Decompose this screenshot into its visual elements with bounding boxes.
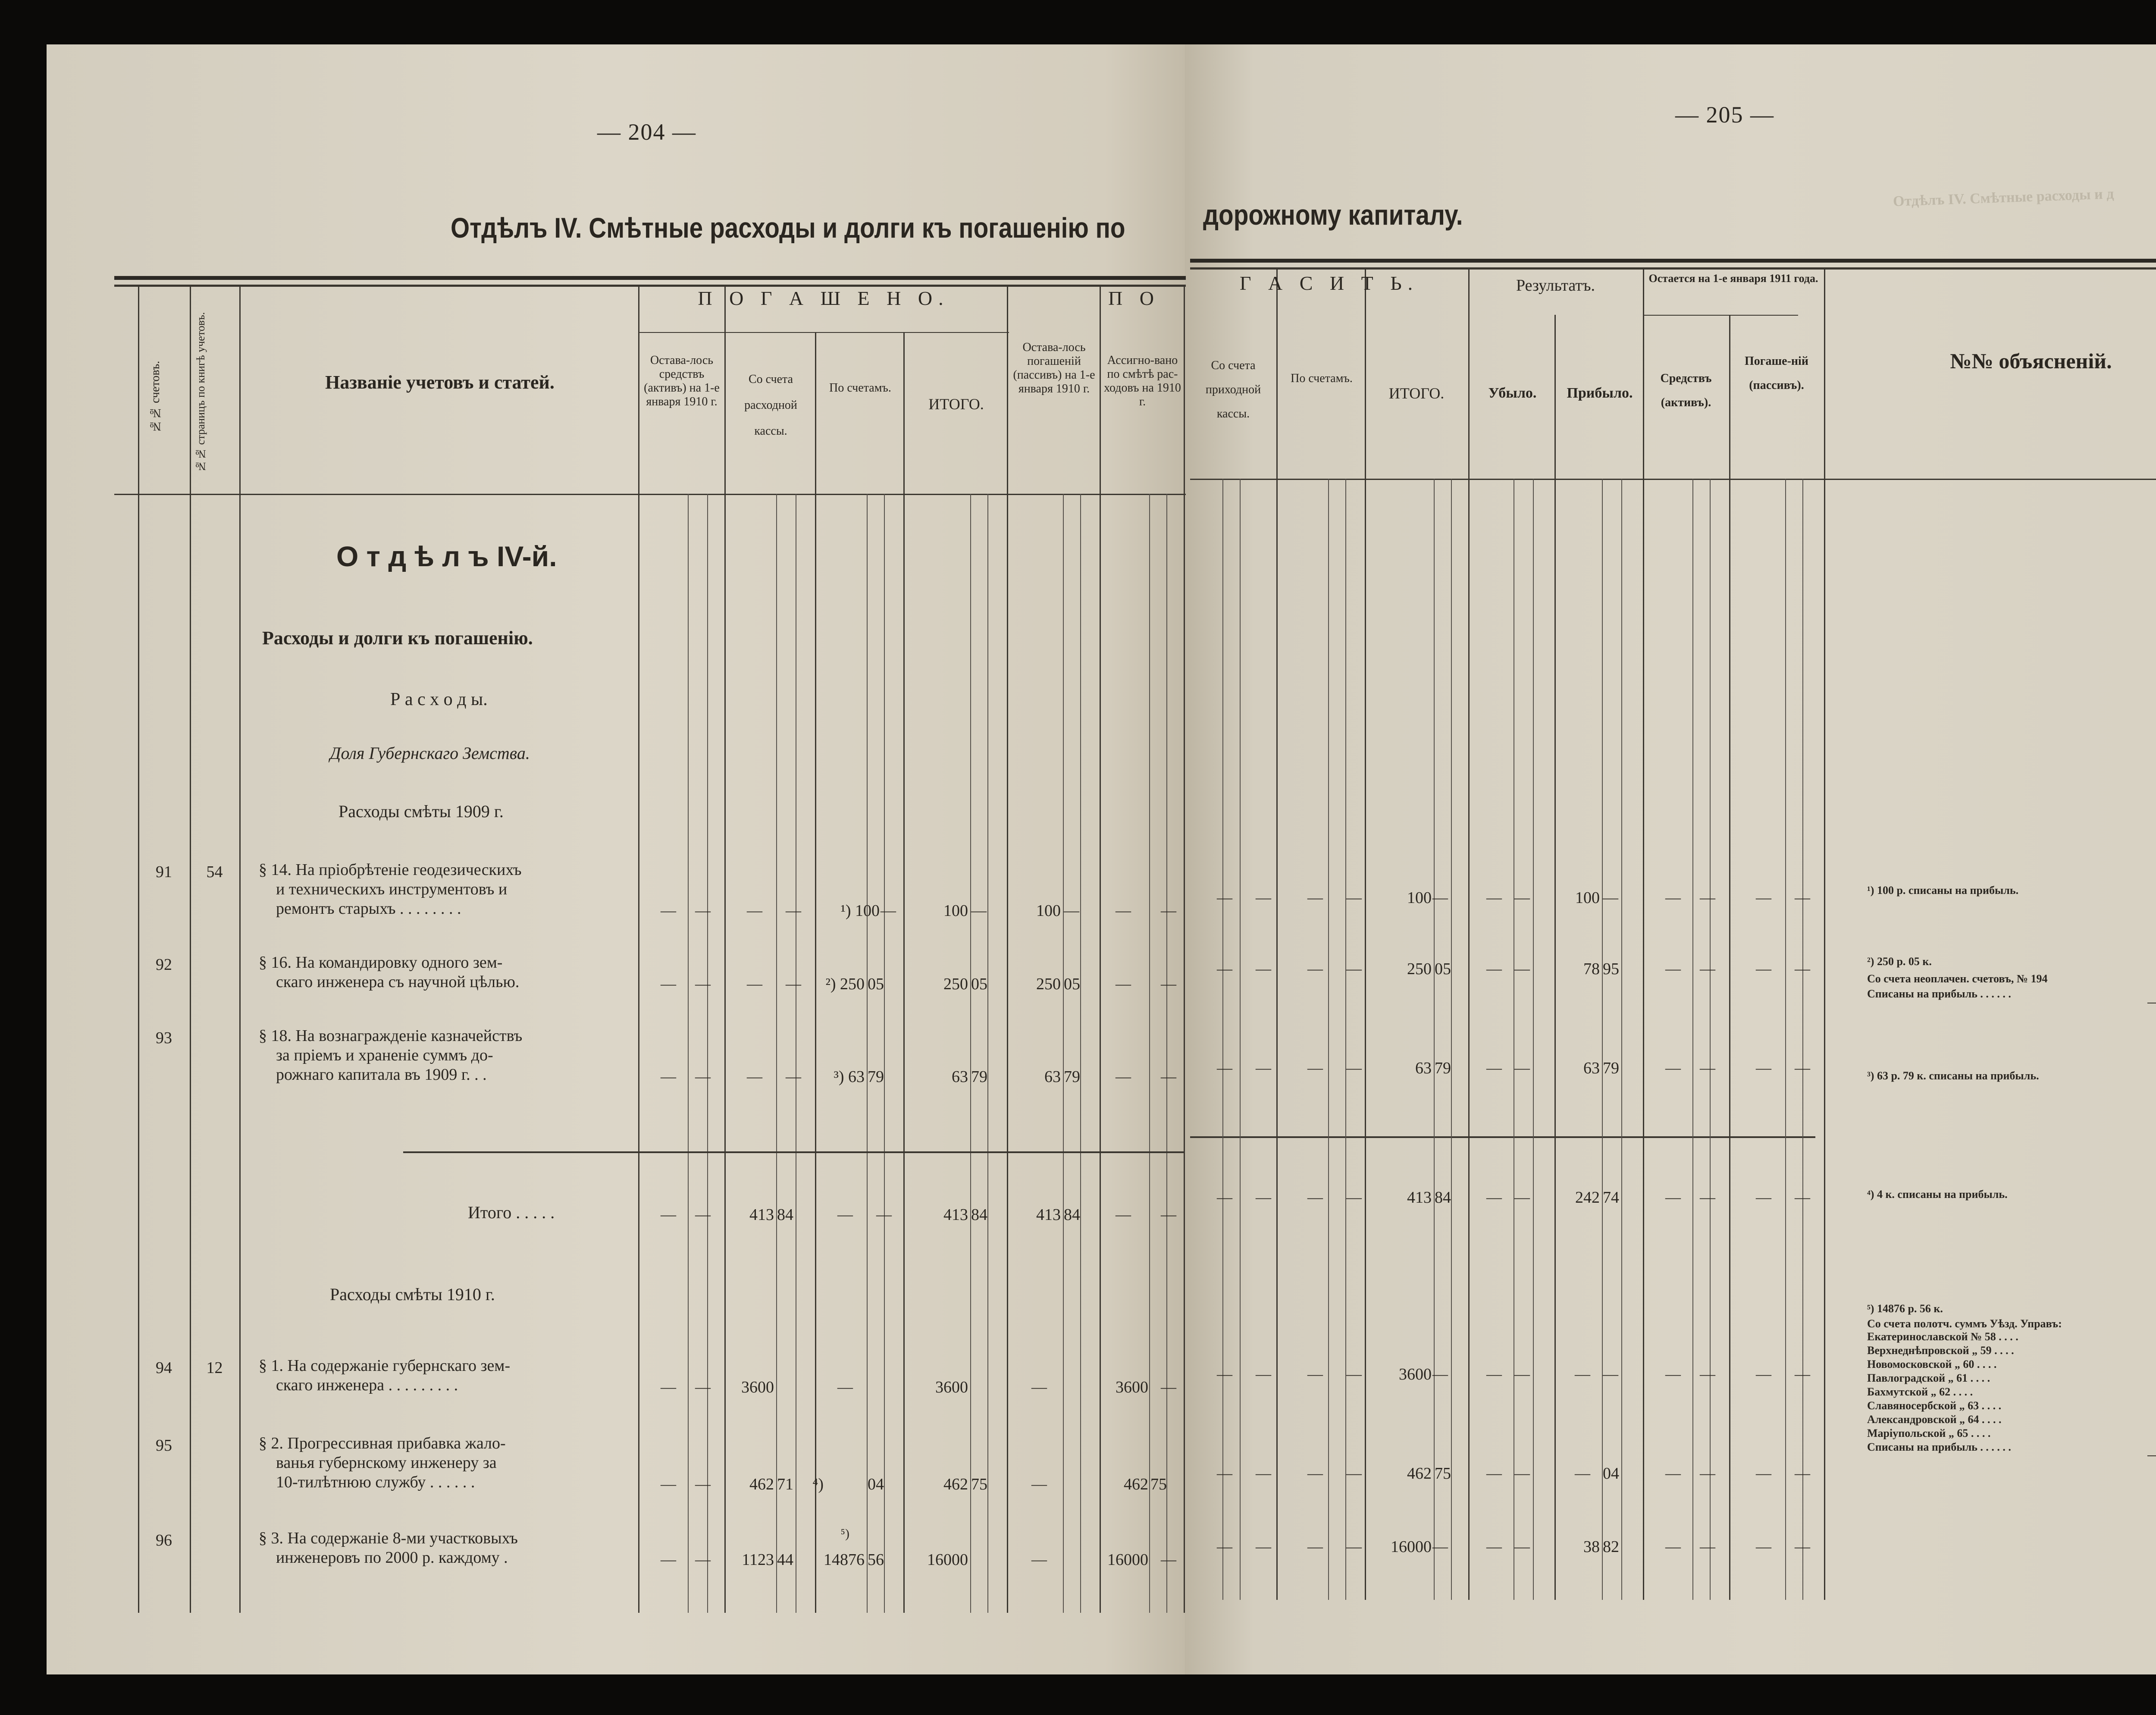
- dash: —: [1256, 1365, 1271, 1383]
- dash: —: [1665, 960, 1681, 977]
- row-number: 91: [156, 863, 172, 881]
- dash: —: [1486, 1464, 1502, 1482]
- section-subheading: Расходы и долги къ погашенію.: [262, 627, 533, 649]
- dash: —: [1256, 1464, 1271, 1482]
- dash: —: [1346, 1188, 1362, 1206]
- header-so-scheta-prihodnoy: Со счета приходной кассы.: [1205, 359, 1261, 420]
- cell-po-schetam: 14876: [824, 1551, 865, 1569]
- dash: —: [1217, 1059, 1232, 1076]
- dash: —: [786, 1068, 801, 1085]
- note-5-item: Александровской „ 64 . . . .: [1867, 1413, 2002, 1426]
- dash: —: [1514, 960, 1530, 977]
- cell-kop: 79: [868, 1068, 884, 1086]
- dash: —: [1795, 1464, 1810, 1482]
- note-5-item: Списаны на прибыль . . . . . .: [1867, 1441, 2011, 1453]
- dash: —: [695, 902, 711, 919]
- cell-passiv: 413: [1036, 1206, 1061, 1224]
- cell-kop: 75: [1435, 1464, 1451, 1483]
- note-5-item: Верхнеднѣпровской „ 59 . . . .: [1867, 1344, 2014, 1357]
- row-label: § 1. На содержаніе губернскаго зем-: [259, 1357, 511, 1375]
- dash: —: [661, 1378, 676, 1395]
- row-number: 96: [156, 1531, 172, 1549]
- cell-itogo: 462: [943, 1475, 968, 1493]
- note-2-line: Со счета неоплачен. счетовъ, № 194: [1867, 972, 2048, 985]
- dash: —: [1575, 1365, 1590, 1383]
- cell-itogo: 250: [943, 975, 968, 993]
- dash: —: [1700, 1538, 1715, 1555]
- cell-pribylo: 63: [1583, 1059, 1600, 1077]
- row-label: § 14. На пріобрѣтеніе геодезическихъ: [259, 861, 522, 879]
- dash: —: [1031, 1551, 1047, 1568]
- note-5-sub: Со счета полотч. суммъ Уѣзд. Управъ:: [1867, 1317, 2062, 1330]
- header-sredstv: Средствъ (активъ).: [1660, 372, 1712, 409]
- cell-po-schetam: ¹) 100: [840, 902, 880, 920]
- top-rule-right: [1190, 259, 2156, 263]
- dash: —: [1665, 1365, 1681, 1383]
- dash: —: [1514, 1538, 1530, 1555]
- dash: —: [695, 1206, 711, 1223]
- section-expenses: Р а с х о д ы.: [390, 690, 488, 709]
- cell-itogo: 100: [1407, 889, 1432, 907]
- dash: —: [1116, 1068, 1131, 1085]
- dash: —: [1346, 889, 1362, 906]
- section-smeta-1910: Расходы смѣты 1910 г.: [330, 1285, 495, 1304]
- cell-itogo: 63: [1415, 1059, 1432, 1077]
- cell-kop: 74: [1603, 1188, 1619, 1207]
- cell-kassa: 1123: [742, 1551, 774, 1569]
- dash: —: [1486, 1538, 1502, 1555]
- cell-itogo: 413: [1407, 1188, 1432, 1207]
- cell-kop: 84: [777, 1206, 793, 1224]
- cell-kop: 84: [1435, 1188, 1451, 1207]
- note-5-item: Екатеринославской № 58 . . . .: [1867, 1330, 2018, 1343]
- dash: —: [1795, 960, 1810, 977]
- dash: —: [1346, 1538, 1362, 1555]
- dash: —: [1795, 1059, 1810, 1076]
- dash: —: [1307, 1464, 1323, 1482]
- note-1: ¹) 100 р. списаны на прибыль.: [1867, 884, 2019, 897]
- dash: —: [1665, 889, 1681, 906]
- cell-kop: 84: [1064, 1206, 1080, 1224]
- cell-itogo: 413: [943, 1206, 968, 1224]
- cell-kop: 71: [777, 1475, 793, 1493]
- cell-kop: 75: [971, 1475, 987, 1493]
- dash: —: [747, 975, 762, 992]
- dash: —: [1307, 1188, 1323, 1206]
- dash: —: [695, 1068, 711, 1085]
- dash: —: [1161, 975, 1176, 992]
- header-pogasheno: П О Г А Ш Е Н О.: [698, 287, 950, 309]
- header-page-no: №№ страницъ по книгѣ учетовъ.: [194, 312, 207, 473]
- header-so-scheta-rashodnoy: Со счета расходной кассы.: [744, 373, 797, 438]
- note-2-heading: ²) 250 р. 05 к.: [1867, 955, 1932, 968]
- header-ostavalos-aktiv: Остава-лось средствъ (активъ) на 1-е января 1910 г.: [644, 354, 720, 408]
- dash: —: [661, 1068, 676, 1085]
- cell-kop: 79: [971, 1068, 987, 1086]
- dash: —: [1256, 1538, 1271, 1555]
- note-5-item: Славяносербской „ 63 . . . .: [1867, 1399, 2002, 1412]
- header-pribylo: Прибыло.: [1567, 385, 1633, 401]
- dash: —: [1346, 1464, 1362, 1482]
- dash: —: [1756, 960, 1771, 977]
- cell-assign: 3600: [1116, 1378, 1148, 1396]
- dash: —: [1665, 1538, 1681, 1555]
- dash: —: [1756, 1538, 1771, 1555]
- header-obyasneniy: №№ объясненій.: [1950, 349, 2112, 373]
- dash: —: [1256, 1059, 1271, 1076]
- cell-pribylo: 100: [1575, 889, 1600, 907]
- note-5-item: Новомосковской „ 60 . . . .: [1867, 1358, 1997, 1370]
- dash: —: [1756, 1464, 1771, 1482]
- row-label: за пріемъ и храненіе суммъ до-: [276, 1046, 493, 1064]
- dash: —: [881, 902, 896, 919]
- dash: —: [1756, 1059, 1771, 1076]
- dash: —: [1217, 889, 1232, 906]
- note-5-heading: ⁵) 14876 р. 56 к.: [1867, 1302, 1943, 1315]
- dash: —: [1514, 889, 1530, 906]
- cell-kop: 04: [1603, 1464, 1619, 1483]
- dash: —: [1486, 1188, 1502, 1206]
- row-label: § 2. Прогрессивная прибавка жало-: [259, 1434, 506, 1452]
- dash: —: [1795, 1365, 1810, 1383]
- dash: —: [661, 1551, 676, 1568]
- row-number: 93: [156, 1029, 172, 1047]
- row-page: 12: [206, 1359, 223, 1377]
- cell-kop: 44: [777, 1551, 793, 1569]
- dash: —: [837, 1206, 853, 1223]
- dash: —: [661, 1206, 676, 1223]
- dash: —: [1514, 1059, 1530, 1076]
- dash: —: [1700, 889, 1715, 906]
- row-label: § 18. На вознагражденіе казначействъ: [259, 1027, 523, 1045]
- dash: —: [1307, 1365, 1323, 1383]
- cell-itogo: 3600: [935, 1378, 968, 1396]
- dash: —: [1161, 1378, 1176, 1395]
- itogo-label: Итого . . . . .: [468, 1203, 555, 1222]
- page-title-right: дорожному капиталу.: [1203, 199, 1463, 231]
- cell-kop: 05: [971, 975, 987, 993]
- cell-kop: 05: [1435, 960, 1451, 978]
- header-gasit: Г А С И Т Ь.: [1239, 272, 1419, 294]
- dash: —: [1031, 1378, 1047, 1395]
- row-number: 92: [156, 956, 172, 974]
- dash: —: [695, 1378, 711, 1395]
- dash: —: [1256, 889, 1271, 906]
- cell-po-schetam: ²) 250: [825, 975, 865, 993]
- cell-po-schetam: ⁴): [812, 1475, 824, 1493]
- cell-kop: 84: [971, 1206, 987, 1224]
- dash: —: [747, 902, 762, 919]
- row-label: § 16. На командировку одного зем-: [259, 953, 503, 972]
- cell-kop: 82: [1603, 1538, 1619, 1556]
- note-5-item: Павлоградской „ 61 . . . .: [1867, 1372, 1990, 1384]
- dash: —: [786, 975, 801, 992]
- dash: —: [1346, 1059, 1362, 1076]
- dash: —: [695, 1551, 711, 1568]
- header-ostaetsya: Остается на 1-е января 1911 года.: [1648, 272, 1818, 285]
- dash: —: [1756, 1365, 1771, 1383]
- cell-pribylo: 38: [1583, 1538, 1600, 1556]
- dash: —: [1432, 889, 1448, 906]
- cell-itogo: 16000: [1391, 1538, 1432, 1556]
- dash: —: [661, 975, 676, 992]
- dash: —: [1217, 1365, 1232, 1383]
- dash: —: [1432, 1538, 1448, 1555]
- dash: —: [1665, 1188, 1681, 1206]
- dash: —: [1346, 960, 1362, 977]
- cell-passiv: 63: [1044, 1068, 1061, 1086]
- section-share: Доля Губернскаго Земства.: [330, 743, 530, 763]
- header-pogasheniy: Погаше-ній (пассивъ).: [1745, 354, 1808, 392]
- top-rule-left: [114, 276, 1186, 280]
- page-title-left: Отдѣлъ IV. Смѣтные расходы и долги къ погашенію по: [451, 212, 1125, 244]
- cell-itogo: 16000: [927, 1551, 968, 1569]
- cell-passiv: 250: [1036, 975, 1061, 993]
- row-label: ванья губернскому инженеру за: [276, 1454, 497, 1472]
- dash: —: [1665, 1059, 1681, 1076]
- dash: —: [1217, 1188, 1232, 1206]
- dash: —: [1795, 1188, 1810, 1206]
- note-3: ³) 63 р. 79 к. списаны на прибыль.: [1867, 1069, 2039, 1082]
- note-5-item: Маріупольской „ 65 . . . .: [1867, 1427, 1991, 1439]
- dash: —: [1603, 889, 1618, 906]
- dash: —: [1307, 1059, 1323, 1076]
- row-label: рожнаго капитала въ 1909 г. . .: [276, 1066, 487, 1084]
- dash: —: [1116, 902, 1131, 919]
- cell-po-schetam: ³) 63: [834, 1068, 865, 1086]
- header-itogo: ИТОГО.: [928, 395, 984, 413]
- dash: —: [1700, 1464, 1715, 1482]
- section-smeta-1909: Расходы смѣты 1909 г.: [338, 802, 504, 821]
- dash: —: [1161, 1068, 1176, 1085]
- cell-kassa: 3600: [741, 1378, 774, 1396]
- dash: —: [1795, 889, 1810, 906]
- note-2-line: Списаны на прибыль . . . . . .: [1867, 988, 2011, 1000]
- row-label: ремонтъ старыхъ . . . . . . . .: [276, 900, 461, 918]
- dash: —: [837, 1378, 853, 1395]
- note-5-item: Бахмутской „ 62 . . . .: [1867, 1386, 1973, 1398]
- row-label: 10-тилѣтнюю службу . . . . . .: [276, 1473, 475, 1491]
- cell-kop: 75: [1150, 1475, 1167, 1493]
- note-4: ⁴) 4 к. списаны на прибыль.: [1867, 1188, 2008, 1201]
- header-itogo-right: ИТОГО.: [1388, 385, 1445, 402]
- dash: —: [1514, 1464, 1530, 1482]
- header-account-no: №№ счетовъ.: [149, 361, 162, 433]
- dash: —: [786, 902, 801, 919]
- row-label: и техническихъ инструментовъ и: [276, 880, 508, 898]
- dash: —: [876, 1206, 892, 1223]
- dash: —: [1307, 1538, 1323, 1555]
- dash: —: [1486, 960, 1502, 977]
- row-label: скаго инженера . . . . . . . . .: [276, 1376, 458, 1394]
- note-5-sum-rule: [2147, 1455, 2156, 1456]
- cell-kop: 79: [1064, 1068, 1080, 1086]
- dash: —: [1161, 902, 1176, 919]
- dash: —: [1665, 1464, 1681, 1482]
- dash: —: [1307, 889, 1323, 906]
- dash: —: [1064, 902, 1079, 919]
- cell-kop: 79: [1603, 1059, 1619, 1077]
- dash: —: [1217, 1538, 1232, 1555]
- section-heading: О т д ѣ л ъ IV-й.: [336, 540, 557, 572]
- header-po-schetam-right: По счетамъ.: [1291, 372, 1353, 385]
- dash: —: [1700, 1188, 1715, 1206]
- dash: —: [1346, 1365, 1362, 1383]
- cell-footnote-mark: ⁵): [840, 1527, 849, 1541]
- dash: —: [1116, 1206, 1131, 1223]
- dash: —: [1514, 1365, 1530, 1383]
- dash: —: [1575, 1464, 1590, 1482]
- cell-itogo: 3600: [1399, 1365, 1432, 1383]
- header-ostavalos-passiv: Остава-лось погашеній (пассивъ) на 1-е января 1910 г.: [1013, 341, 1095, 395]
- dash: —: [1307, 960, 1323, 977]
- cell-kassa: 413: [749, 1206, 774, 1224]
- dash: —: [661, 902, 676, 919]
- dash: —: [695, 1475, 711, 1492]
- dash: —: [1031, 1475, 1047, 1492]
- cell-kassa: 462: [749, 1475, 774, 1493]
- header-assignovano: Ассигно-вано по смѣтѣ рас-ходовъ на 1910 г.: [1104, 354, 1181, 408]
- dash: —: [971, 902, 987, 919]
- left-page: [47, 44, 1185, 1674]
- dash: —: [1256, 1188, 1271, 1206]
- dash: —: [1756, 889, 1771, 906]
- row-label: § 3. На содержаніе 8-ми участковыхъ: [259, 1529, 518, 1547]
- bleed-through: Отдѣлъ IV. Смѣтные расходы и д: [1893, 186, 2114, 210]
- cell-kop: 95: [1603, 960, 1619, 978]
- dash: —: [1700, 1365, 1715, 1383]
- cell-kop: 05: [1064, 975, 1080, 993]
- dash: —: [1603, 1365, 1618, 1383]
- dash: —: [747, 1068, 762, 1085]
- cell-itogo: 462: [1407, 1464, 1432, 1483]
- cell-pribylo: 78: [1583, 960, 1600, 978]
- cell-itogo: 250: [1407, 960, 1432, 978]
- page-number-left: — 204 —: [597, 119, 696, 145]
- dash: —: [1432, 1365, 1448, 1383]
- cell-kop: 79: [1435, 1059, 1451, 1077]
- header-ubylo: Убыло.: [1488, 385, 1537, 401]
- dash: —: [1161, 1551, 1176, 1568]
- page-number-right: — 205 —: [1675, 102, 1774, 128]
- dash: —: [1486, 1365, 1502, 1383]
- cell-kop: 04: [868, 1475, 884, 1493]
- row-number: 94: [156, 1359, 172, 1377]
- cell-kop: 05: [868, 975, 884, 993]
- dash: —: [661, 1475, 676, 1492]
- dash: —: [1217, 1464, 1232, 1482]
- header-account-name: Названіе учетовъ и статей.: [325, 372, 555, 393]
- row-page: 54: [206, 863, 223, 881]
- dash: —: [1756, 1188, 1771, 1206]
- dash: —: [1700, 1059, 1715, 1076]
- header-po-schetam: По счетамъ.: [829, 381, 891, 395]
- row-label: инженеровъ по 2000 р. каждому .: [276, 1549, 508, 1567]
- dash: —: [1116, 975, 1131, 992]
- cell-passiv: 100: [1036, 902, 1061, 920]
- dash: —: [695, 975, 711, 992]
- cell-pribylo: 242: [1575, 1188, 1600, 1207]
- row-label: скаго инженера съ научной цѣлью.: [276, 973, 520, 991]
- dash: —: [1486, 889, 1502, 906]
- cell-kop: 56: [868, 1551, 884, 1569]
- cell-assign: 462: [1124, 1475, 1148, 1493]
- dash: —: [1256, 960, 1271, 977]
- row-number: 95: [156, 1436, 172, 1455]
- dash: —: [1161, 1206, 1176, 1223]
- cell-assign: 16000: [1107, 1551, 1148, 1569]
- cell-itogo: 100: [943, 902, 968, 920]
- dash: —: [1217, 960, 1232, 977]
- header-rezultat: Результатъ.: [1516, 276, 1595, 295]
- dash: —: [1795, 1538, 1810, 1555]
- cell-itogo: 63: [952, 1068, 968, 1086]
- dash: —: [1700, 960, 1715, 977]
- dash: —: [1486, 1059, 1502, 1076]
- dash: —: [1514, 1188, 1530, 1206]
- header-pogasheno-continued: П О: [1108, 287, 1160, 309]
